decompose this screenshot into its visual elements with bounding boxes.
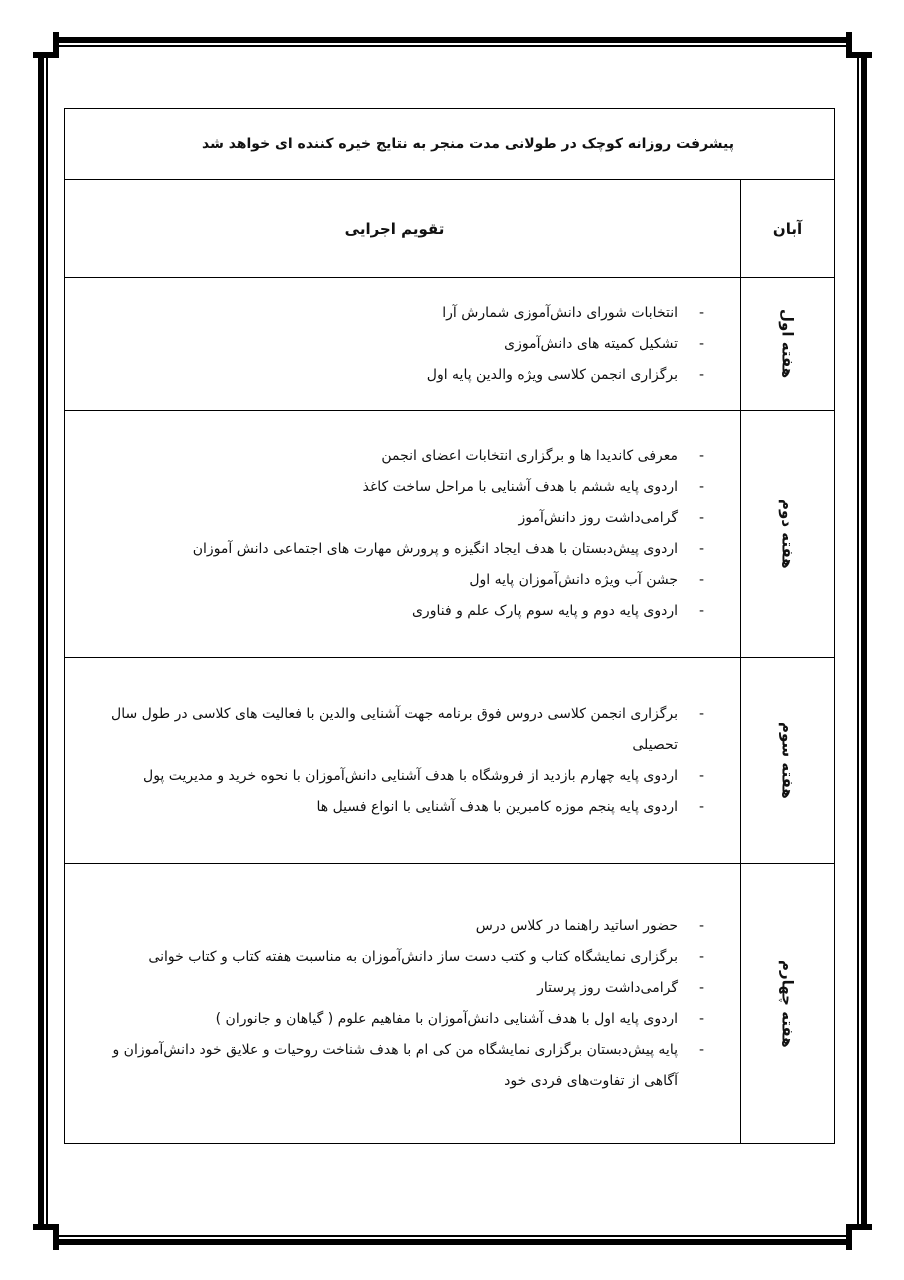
week-activities xyxy=(65,864,740,1143)
week-row-1 xyxy=(65,278,834,411)
border-corner xyxy=(846,32,872,58)
week-row-4 xyxy=(65,864,834,1143)
month-label: آبان xyxy=(772,219,803,238)
list-item: - حضور اساتید راهنما در کلاس درس xyxy=(81,911,708,942)
week-label: هفته چهارم xyxy=(778,959,797,1048)
list-item: - جشن آب ویژه دانش‌آموزان پایه اول xyxy=(81,565,708,596)
list-item: - برگزاری نمایشگاه کتاب و کتب دست ساز دانش‌آموزان به مناسبت هفته کتاب و کتاب خوانی xyxy=(81,942,708,973)
list-item: - برگزاری انجمن کلاسی ویژه والدین پایه اول xyxy=(81,360,708,391)
table-title xyxy=(65,109,834,180)
list-item: - اردوی پیش‌دبستان با هدف ایجاد انگیزه و پرورش مهارت های اجتماعی دانش آموزان xyxy=(81,534,708,565)
week-label: هفته اول xyxy=(778,309,797,379)
list-item: - اردوی پایه پنجم موزه کامبرین با هدف آشنایی با انواع فسیل ها xyxy=(81,792,708,823)
list-item: - معرفی کاندیدا ها و برگزاری انتخابات اعضای انجمن xyxy=(81,441,708,472)
week-activities xyxy=(65,411,740,657)
column-header xyxy=(65,180,740,277)
table-header-row xyxy=(65,180,834,278)
page-title: پیشرفت روزانه کوچک در طولانی مدت منجر به نتایج خیره کننده ای خواهد شد xyxy=(201,136,734,152)
week-activities xyxy=(65,278,740,410)
week-label-cell xyxy=(740,411,834,657)
week-row-2 xyxy=(65,411,834,658)
border-corner xyxy=(33,1224,59,1250)
list-item: - تشکیل کمیته های دانش‌آموزی xyxy=(81,329,708,360)
schedule-table xyxy=(64,108,835,1144)
list-item: - گرامی‌داشت روز دانش‌آموز xyxy=(81,503,708,534)
week-label-cell xyxy=(740,658,834,863)
week-label-cell xyxy=(740,864,834,1143)
week-label: هفته سوم xyxy=(778,722,797,799)
list-item: - اردوی پایه اول با هدف آشنایی دانش‌آموزان با مفاهیم علوم ( گیاهان و جانوران ) xyxy=(81,1004,708,1035)
list-item: - انتخابات شورای دانش‌آموزی شمارش آرا xyxy=(81,298,708,329)
column-header-label: تقویم اجرایی xyxy=(344,219,445,238)
week-label-cell xyxy=(740,278,834,410)
list-item: - پایه پیش‌دبستان برگزاری نمایشگاه من کی ام با هدف شناخت روحیات و علایق خود دانش‌آموزان و آگاهی از تفاوت‌های فردی خود xyxy=(81,1035,708,1097)
border-corner xyxy=(846,1224,872,1250)
month-header xyxy=(740,180,834,277)
border-corner xyxy=(33,32,59,58)
list-item: - اردوی پایه دوم و پایه سوم پارک علم و فناوری xyxy=(81,596,708,627)
week-row-3 xyxy=(65,658,834,864)
list-item: - اردوی پایه ششم با هدف آشنایی با مراحل ساخت کاغذ xyxy=(81,472,708,503)
week-activities xyxy=(65,658,740,863)
list-item: - برگزاری انجمن کلاسی دروس فوق برنامه جهت آشنایی والدین با فعالیت های کلاسی در طول سال تحصیلی xyxy=(81,699,708,761)
week-label: هفته دوم xyxy=(778,499,797,569)
list-item: - اردوی پایه چهارم بازدید از فروشگاه با هدف آشنایی دانش‌آموزان با نحوه خرید و مدیریت پول xyxy=(81,761,708,792)
list-item: - گرامی‌داشت روز پرستار xyxy=(81,973,708,1004)
